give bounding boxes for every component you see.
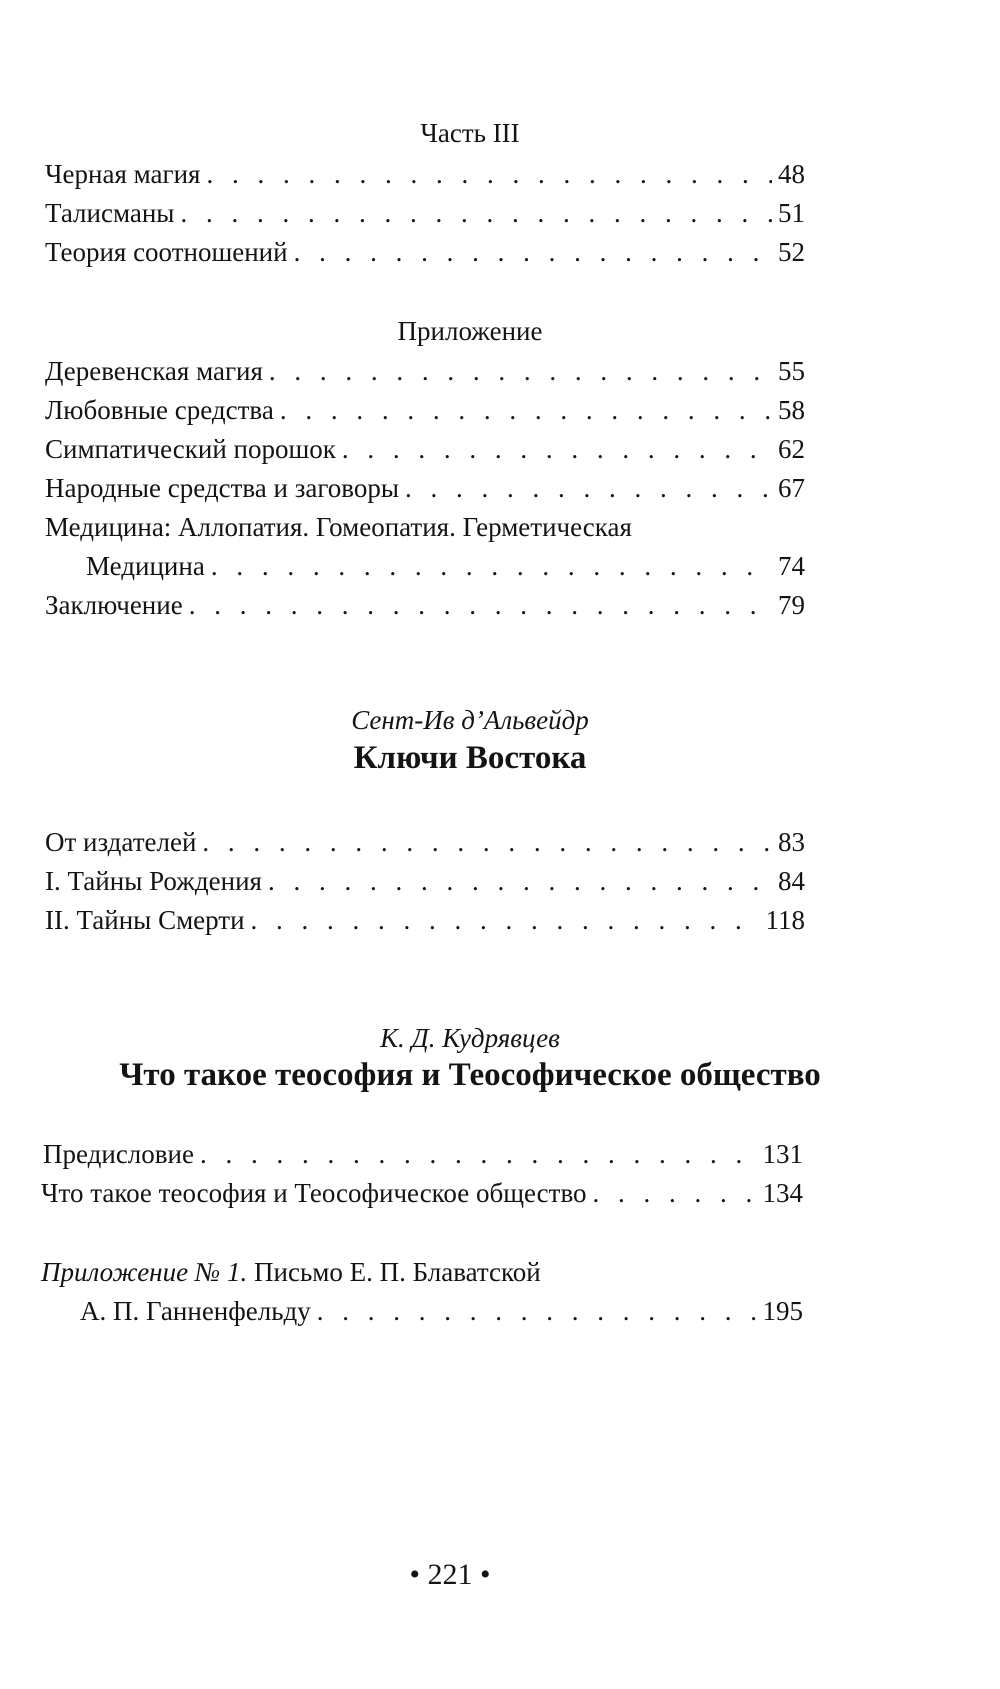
toc-entry <box>45 826 805 858</box>
dot-leader <box>180 197 772 229</box>
toc-entry-title: Предисловие <box>43 1139 194 1169</box>
toc-entry-title: Симпатический порошок <box>45 434 336 464</box>
toc-entry-page: 58 <box>778 395 805 425</box>
toc-entry-page: 195 <box>762 1296 803 1326</box>
part3-heading: Часть III <box>420 118 520 148</box>
toc-entry <box>45 355 805 387</box>
keys-author: Сент-Ив д’Альвейдр <box>351 705 589 735</box>
toc-entry-title: Любовные средства <box>45 395 274 425</box>
appendix1-label: Приложение № 1. <box>41 1257 248 1287</box>
toc-entry-title: Черная магия <box>45 159 201 189</box>
toc-entry-title: Народные средства и заговоры <box>45 473 399 503</box>
toc-entry <box>80 1295 803 1327</box>
toc-entry-page: 83 <box>778 827 805 857</box>
toc-entry <box>45 589 805 621</box>
toc-entry-title: Деревенская магия <box>45 356 263 386</box>
toc-entry-page: 67 <box>778 473 805 503</box>
toc-entry-page: 62 <box>778 434 805 464</box>
dot-leader <box>294 236 772 268</box>
dot-leader <box>593 1177 757 1209</box>
toc-entry-title: Заключение <box>45 590 183 620</box>
toc-entry <box>41 1177 803 1209</box>
dot-leader <box>206 158 772 190</box>
dot-leader <box>268 865 772 897</box>
toc-entry-title: Медицина <box>86 551 205 581</box>
toc-entry <box>45 236 805 268</box>
toc-entry-page: 84 <box>778 866 805 896</box>
toc-entry-title: II. Тайны Смерти <box>45 905 245 935</box>
toc-entry <box>45 158 805 190</box>
toc-entry <box>45 197 805 229</box>
toc-entry-page: 74 <box>778 551 805 581</box>
dot-leader <box>251 904 760 936</box>
theosophy-author: К. Д. Кудрявцев <box>380 1023 560 1053</box>
toc-entry-page: 52 <box>778 237 805 267</box>
dot-leader <box>189 589 772 621</box>
keys-title: Ключи Востока <box>353 740 587 776</box>
toc-entry <box>45 433 805 465</box>
appendix-heading: Приложение <box>397 316 543 346</box>
dot-leader <box>317 1295 757 1327</box>
toc-entry <box>45 865 805 897</box>
toc-entry-page: 134 <box>762 1178 803 1208</box>
dot-leader <box>211 550 772 582</box>
toc-entry-page: 118 <box>765 905 805 935</box>
toc-entry-title: От издателей <box>45 827 197 857</box>
dot-leader <box>280 394 772 426</box>
toc-entry-page: 55 <box>778 356 805 386</box>
dot-leader <box>269 355 772 387</box>
toc-entry <box>43 1138 803 1170</box>
appendix1-text: Письмо Е. П. Блаватской <box>247 1257 541 1287</box>
dot-leader <box>200 1138 757 1170</box>
toc-entry-title: Что такое теософия и Теософическое общество <box>41 1178 587 1208</box>
dot-leader <box>202 826 772 858</box>
toc-entry-page: 131 <box>762 1139 803 1169</box>
page-number: • 221 • <box>409 1558 491 1591</box>
toc-entry <box>86 550 805 582</box>
appendix1-heading <box>41 1256 541 1288</box>
toc-entry-title: Талисманы <box>45 198 175 228</box>
dot-leader <box>342 433 772 465</box>
toc-entry-page: 79 <box>778 590 805 620</box>
toc-entry-title: I. Тайны Рождения <box>45 866 262 896</box>
toc-entry <box>45 472 805 504</box>
theosophy-title: Что такое теософия и Теософическое общество <box>119 1057 821 1093</box>
toc-entry-title: Теория соотношений <box>45 237 288 267</box>
dot-leader <box>405 472 772 504</box>
toc-entry-page: 48 <box>778 159 805 189</box>
toc-entry-title: А. П. Ганненфельду <box>80 1296 311 1326</box>
toc-entry <box>45 904 805 936</box>
toc-entry-title: Медицина: Аллопатия. Гомеопатия. Герметическая <box>45 512 632 542</box>
toc-entry <box>45 394 805 426</box>
toc-entry-page: 51 <box>778 198 805 228</box>
